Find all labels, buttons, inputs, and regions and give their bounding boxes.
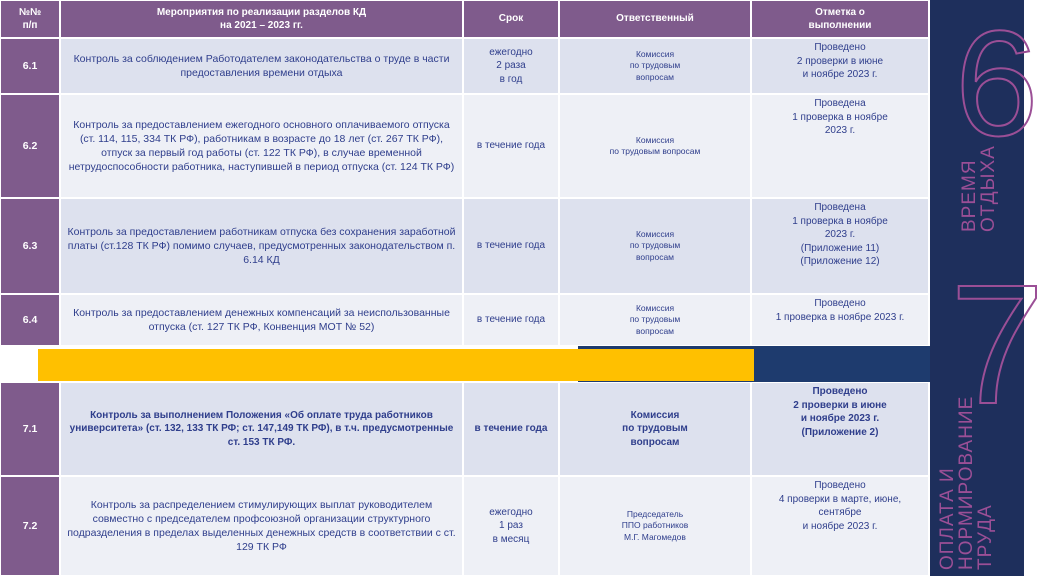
section-title-6: ВРЕМЯ ОТДЫХА — [959, 145, 999, 232]
row-num: 7.2 — [0, 476, 60, 576]
row-responsible: Комиссия по трудовым вопросам — [559, 198, 751, 294]
row-mark: Проведено 2 проверки в июне и ноябре 2023 г. (Приложение 2) — [751, 382, 929, 476]
row-mark: Проведено 2 проверки в июне и ноябре 2023 г. — [751, 38, 929, 94]
header-term: Срок — [463, 0, 559, 38]
row-mark: Проведена 1 проверка в ноябре 2023 г. — [751, 94, 929, 198]
header-mark: Отметка о выполнении — [751, 0, 929, 38]
row-num: 6.1 — [0, 38, 60, 94]
section-number-6: 6 — [955, 0, 1039, 167]
row-num: 6.4 — [0, 294, 60, 346]
header-event: Мероприятия по реализации разделов КД на 2021 – 2023 гг. — [60, 0, 463, 38]
row-term: ежегодно 1 раз в месяц — [463, 476, 559, 576]
row-num: 6.3 — [0, 198, 60, 294]
row-responsible: Председатель ППО работников М.Г. Магомедов — [559, 476, 751, 576]
row-num: 6.2 — [0, 94, 60, 198]
row-term: в течение года — [463, 94, 559, 198]
row-responsible: Комиссия по трудовым вопросам — [559, 38, 751, 94]
row-term: в течение года — [463, 382, 559, 476]
row-term: в течение года — [463, 294, 559, 346]
row-event: Контроль за соблюдением Работодателем законодательства о труде в части предоставления времени отдыха — [60, 38, 463, 94]
row-event: Контроль за распределением стимулирующих выплат руководителем совместно с председателем профсоюзной организации структурного подразделения в пределах выделенных денежных средств в соответствии с ст. 129 ТК РФ — [60, 476, 463, 576]
row-responsible: Комиссия по трудовым вопросам — [559, 382, 751, 476]
section-number-7: 7 — [950, 250, 1045, 440]
row-mark: Проведено 1 проверка в ноябре 2023 г. — [751, 294, 929, 346]
separator-yellow-band — [38, 349, 754, 381]
header-responsible: Ответственный — [559, 0, 751, 38]
row-term: в течение года — [463, 198, 559, 294]
row-responsible: Комиссия по трудовым вопросам — [559, 294, 751, 346]
row-event: Контроль за выполнением Положения «Об оплате труда работников университета» (ст. 132, 133 ТК РФ; ст. 147,149 ТК РФ), в т.ч. предусмотренные ст. 153 ТК РФ. — [60, 382, 463, 476]
row-event: Контроль за предоставлением работникам отпуска без сохранения заработной платы (ст.128 ТК РФ) помимо случаев, предусмотренных законодательством п. 6.14 КД — [60, 198, 463, 294]
section-title-7: ОПЛАТА И НОРМИРОВАНИЕ ТРУДА — [937, 395, 996, 570]
row-event: Контроль за предоставлением ежегодного основного оплачиваемого отпуска (ст. 114, 115, 334 ТК РФ), работникам в возрасте до 18 лет (ст. 267 ТК РФ), отпуск за первый год работы (ст. 122 ТК РФ), в случае временной нетрудоспособности работника, наступившей в период отпуска (ст. 124 ТК РФ) — [60, 94, 463, 198]
row-mark: Проведено 4 проверки в марте, июне, сентябре и ноябре 2023 г. — [751, 476, 929, 576]
row-mark: Проведена 1 проверка в ноябре 2023 г. (Приложение 11) (Приложение 12) — [751, 198, 929, 294]
row-event: Контроль за предоставлением денежных компенсаций за неиспользованные отпуска (ст. 127 ТК РФ, Конвенция МОТ № 52) — [60, 294, 463, 346]
row-num: 7.1 — [0, 382, 60, 476]
header-num: №№ п/п — [0, 0, 60, 38]
row-term: ежегодно 2 раза в год — [463, 38, 559, 94]
row-responsible: Комиссия по трудовым вопросам — [559, 94, 751, 198]
